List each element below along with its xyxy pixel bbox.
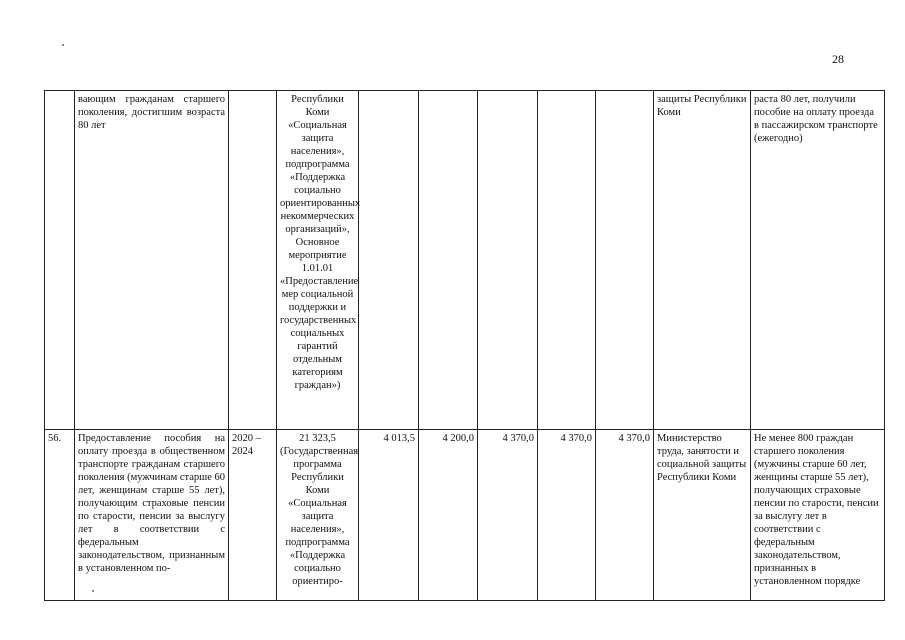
executor: защиты Республики Коми bbox=[654, 91, 751, 430]
scan-mark bbox=[92, 590, 94, 592]
page-number: 28 bbox=[832, 52, 844, 66]
value-2024 bbox=[596, 91, 654, 430]
executor: Министерство труда, занятости и социальной защиты Республики Коми bbox=[654, 430, 751, 601]
program-measures-table bbox=[44, 90, 885, 601]
row-number: 56. bbox=[45, 430, 75, 601]
period: 2020 – 2024 bbox=[229, 430, 277, 601]
funding-source: 21 323,5 (Государственная программа Республики Коми «Социальная защита населения», подпрограмма «Поддержка социально ориентиро- bbox=[277, 430, 359, 601]
scan-mark bbox=[62, 44, 64, 46]
value-2023: 4 370,0 bbox=[538, 430, 596, 601]
measure-name: вающим гражданам старшего поколения, достигшим возраста 80 лет bbox=[75, 91, 229, 430]
row-number bbox=[45, 91, 75, 430]
value-2020 bbox=[359, 91, 419, 430]
table-row bbox=[45, 91, 885, 430]
value-2023 bbox=[538, 91, 596, 430]
expected-result: Не менее 800 граждан старшего поколения (мужчины старше 60 лет, женщины старше 55 лет), получающих страховые пенсии по старости, пенсии за выслугу лет в соответствии с федеральным законодательством, признанных в установленном порядке bbox=[751, 430, 885, 601]
value-2022 bbox=[478, 91, 538, 430]
expected-result: раста 80 лет, получили пособие на оплату проезда в пассажирском транспорте (ежегодно) bbox=[751, 91, 885, 430]
funding-source: Республики Коми «Социальная защита населения», подпрограмма «Поддержка социально ориентированных некоммерческих организаций», Основное мероприятие 1.01.01 «Предоставление мер социальной поддержки и государственных социальных гарантий отдельным категориям граждан») bbox=[277, 91, 359, 430]
table-row bbox=[45, 430, 885, 601]
value-2020: 4 013,5 bbox=[359, 430, 419, 601]
value-2022: 4 370,0 bbox=[478, 430, 538, 601]
value-2021: 4 200,0 bbox=[419, 430, 478, 601]
value-2024: 4 370,0 bbox=[596, 430, 654, 601]
value-2021 bbox=[419, 91, 478, 430]
period bbox=[229, 91, 277, 430]
measure-name: Предоставление пособия на оплату проезда в общественном транспорте гражданам старшего поколения (мужчинам старше 60 лет, женщинам старше 55 лет), получающим страховые пенсии по старости, пенсии за выслугу лет в соответствии с федеральным законодательством, признанным в установленном по- bbox=[75, 430, 229, 601]
